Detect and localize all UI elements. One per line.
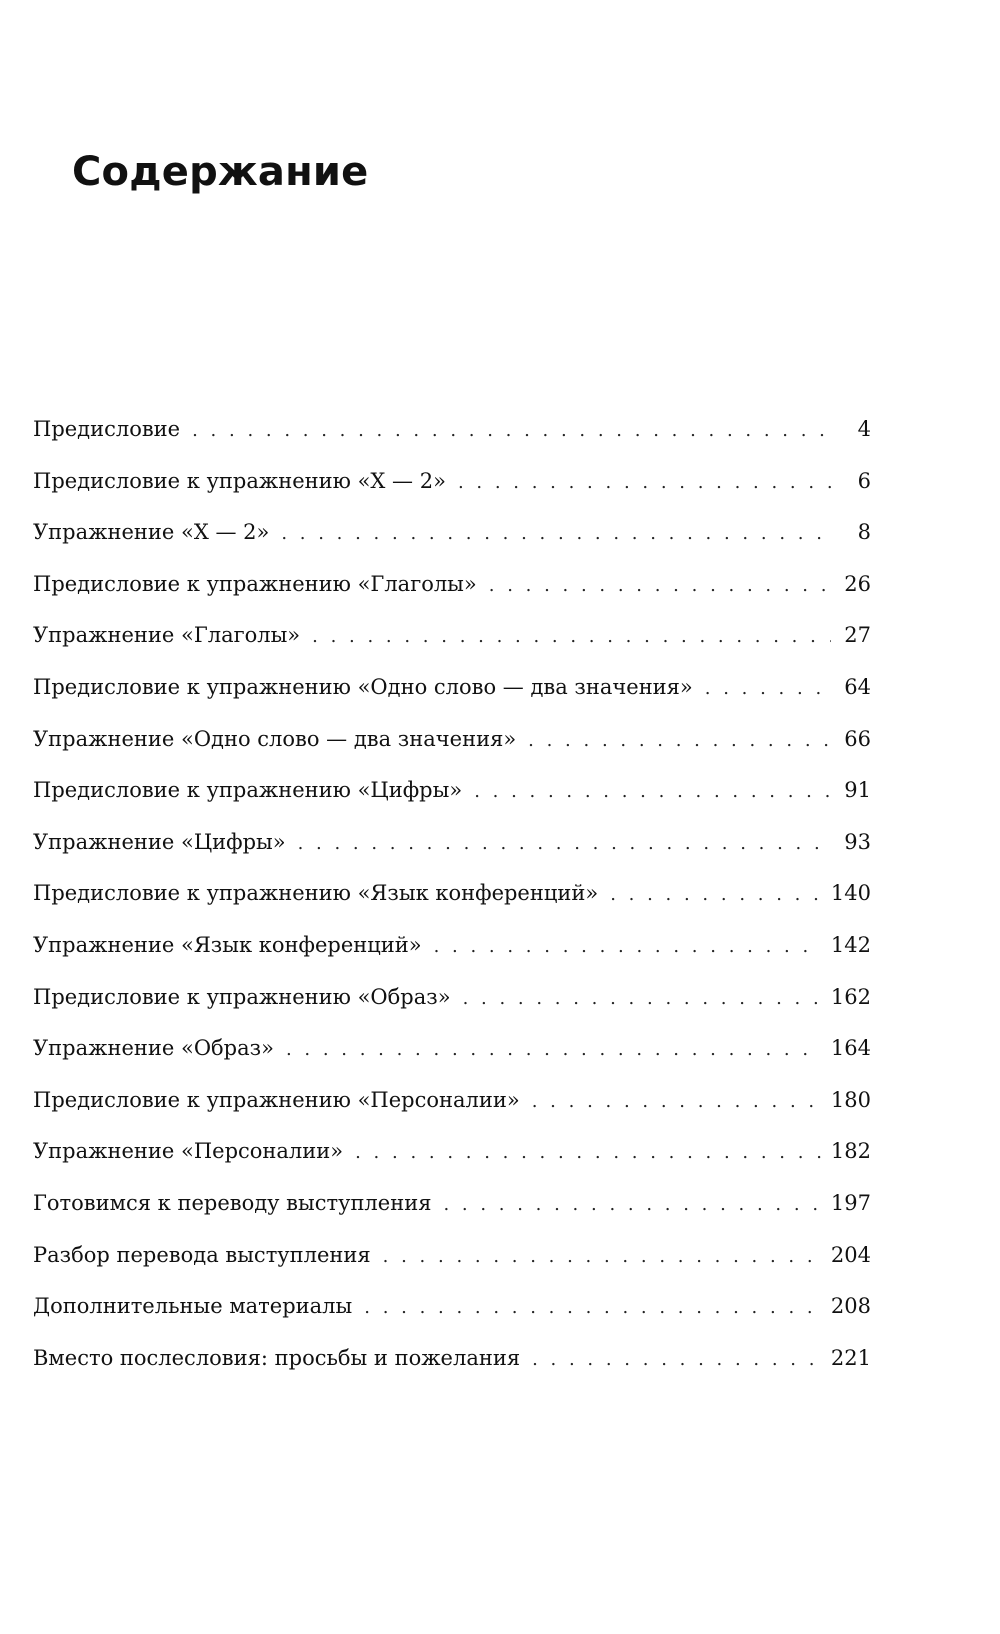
- toc-dot-leader: [383, 1238, 821, 1276]
- toc-dot-leader: [298, 825, 831, 863]
- toc-entry-page: 26: [844, 571, 871, 596]
- toc-entry[interactable]: [33, 874, 871, 926]
- toc-entry-label: Предисловие к упражнению «Персоналии»: [33, 1087, 520, 1112]
- toc-entry-page: 93: [844, 829, 871, 854]
- toc-entry-label: Упражнение «Язык конференций»: [33, 932, 422, 957]
- toc-entry-label: Предисловие к упражнению «Образ»: [33, 984, 451, 1009]
- toc-entry-label: Вместо послесловия: просьбы и пожелания: [33, 1345, 521, 1370]
- toc-entry[interactable]: [33, 513, 871, 565]
- toc-entry-page: 64: [844, 674, 871, 699]
- toc-dot-leader: [528, 722, 831, 760]
- toc-entry-label: Дополнительные материалы: [33, 1294, 353, 1319]
- toc-entry[interactable]: [33, 668, 871, 720]
- toc-entry[interactable]: [33, 720, 871, 772]
- toc-entry-page: 204: [830, 1242, 871, 1267]
- toc-entry-page: 221: [830, 1345, 871, 1370]
- toc-entry[interactable]: [33, 1339, 871, 1391]
- toc-entry-label: Предисловие к упражнению «Глаголы»: [33, 571, 477, 596]
- toc-entry-page: 208: [830, 1294, 871, 1319]
- toc-entry-label: Предисловие к упражнению «Цифры»: [33, 778, 463, 803]
- toc-dot-leader: [532, 1341, 821, 1379]
- toc-entry[interactable]: [33, 823, 871, 875]
- toc-entry-label: Разбор перевода выступления: [33, 1242, 371, 1267]
- toc-dot-leader: [489, 567, 831, 605]
- toc-entry[interactable]: [33, 978, 871, 1030]
- toc-dot-leader: [610, 876, 821, 914]
- toc-entry[interactable]: [33, 462, 871, 514]
- toc-entry-label: Упражнение «Глаголы»: [33, 623, 301, 648]
- toc-entry-page: 8: [857, 520, 871, 545]
- toc-entry[interactable]: [33, 926, 871, 978]
- toc-entry-label: Предисловие к упражнению «Х — 2»: [33, 468, 446, 493]
- toc-entry-page: 4: [857, 417, 871, 441]
- toc-entry-page: 27: [844, 623, 871, 648]
- toc-entry-page: 140: [830, 881, 871, 906]
- toc-entry[interactable]: [33, 1132, 871, 1184]
- table-of-contents: [33, 410, 871, 1390]
- toc-dot-leader: [192, 412, 831, 450]
- toc-entry-page: 162: [830, 984, 871, 1009]
- toc-entry-label: Упражнение «Персоналии»: [33, 1139, 344, 1164]
- toc-entry[interactable]: [33, 565, 871, 617]
- toc-entry-label: Упражнение «Образ»: [33, 1036, 274, 1061]
- toc-entry[interactable]: [33, 771, 871, 823]
- toc-entry-label: Предисловие к упражнению «Язык конференций»: [33, 881, 599, 906]
- toc-dot-leader: [532, 1083, 821, 1121]
- toc-entry-label: Готовимся к переводу выступления: [33, 1190, 432, 1215]
- toc-dot-leader: [463, 980, 821, 1018]
- toc-entry[interactable]: [33, 616, 871, 668]
- toc-dot-leader: [434, 928, 821, 966]
- toc-entry-page: 142: [830, 932, 871, 957]
- toc-dot-leader: [458, 464, 831, 502]
- toc-entry[interactable]: [33, 1287, 871, 1339]
- toc-dot-leader: [355, 1134, 821, 1172]
- toc-dot-leader: [286, 1031, 821, 1069]
- toc-entry[interactable]: [33, 1184, 871, 1236]
- toc-entry[interactable]: [33, 1029, 871, 1081]
- toc-entry-label: Предисловие к упражнению «Одно слово — два значения»: [33, 674, 693, 699]
- toc-dot-leader: [364, 1289, 821, 1327]
- toc-entry-label: Предисловие: [33, 417, 181, 441]
- toc-dot-leader: [443, 1186, 820, 1224]
- toc-dot-leader: [312, 618, 831, 656]
- toc-entry-page: 197: [830, 1190, 871, 1215]
- toc-dot-leader: [474, 773, 831, 811]
- toc-entry-page: 91: [844, 778, 871, 803]
- toc-entry[interactable]: [33, 1236, 871, 1288]
- toc-entry[interactable]: [33, 1081, 871, 1133]
- toc-entry-page: 180: [830, 1087, 871, 1112]
- toc-entry-page: 164: [830, 1036, 871, 1061]
- toc-entry-page: 182: [830, 1139, 871, 1164]
- toc-entry-page: 66: [844, 726, 871, 751]
- toc-entry-label: Упражнение «Цифры»: [33, 829, 286, 854]
- toc-dot-leader: [705, 670, 831, 708]
- toc-entry-label: Упражнение «Х — 2»: [33, 520, 270, 545]
- toc-entry-label: Упражнение «Одно слово — два значения»: [33, 726, 517, 751]
- toc-entry-page: 6: [857, 468, 871, 493]
- toc-entry[interactable]: [33, 410, 871, 462]
- toc-dot-leader: [281, 515, 831, 553]
- page-title: Содержание: [72, 149, 369, 195]
